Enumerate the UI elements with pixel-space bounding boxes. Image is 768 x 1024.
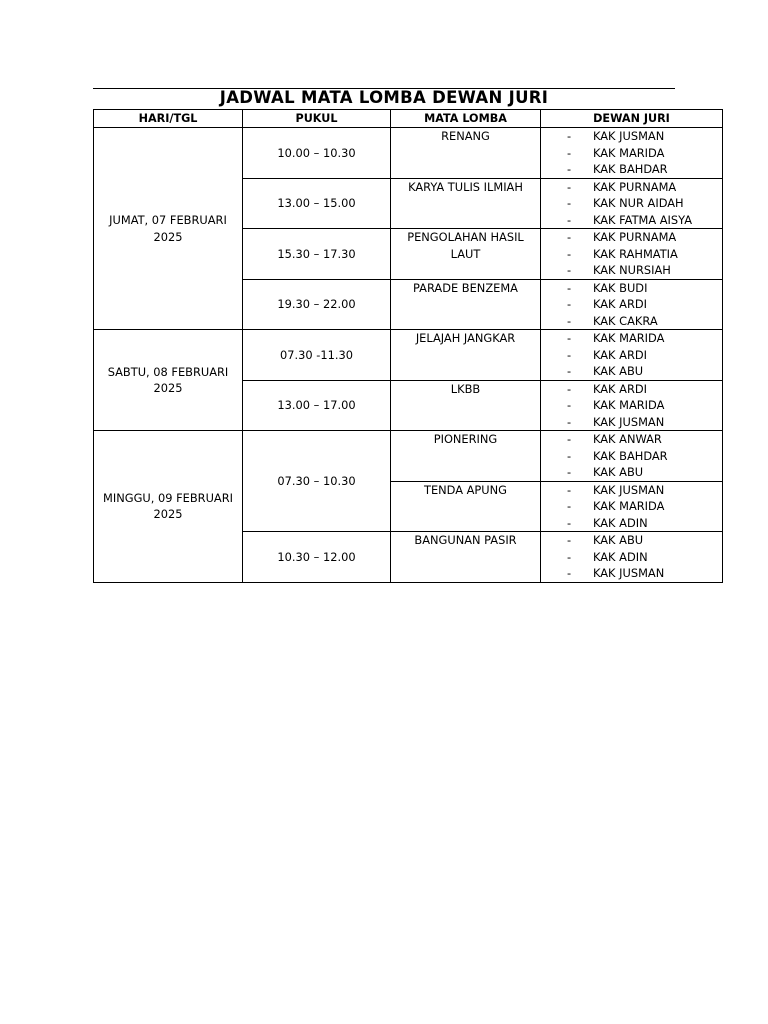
header-row — [94, 110, 723, 128]
event-cell: PARADE BENZEMA — [391, 279, 541, 330]
list-bullet: - — [567, 179, 572, 194]
judge-name: KAK JUSMAN — [593, 482, 665, 497]
header-judges: DEWAN JURI — [541, 110, 723, 128]
schedule-body — [94, 128, 723, 583]
judges-cell — [541, 178, 723, 229]
list-bullet: - — [567, 230, 572, 244]
list-bullet: - — [567, 347, 572, 362]
judge-name: KAK MARIDA — [593, 398, 665, 412]
day-cell: MINGGU, 09 FEBRUARI 2025 — [94, 431, 243, 583]
judge-name: KAK BAHDAR — [593, 448, 668, 463]
list-bullet: - — [567, 566, 572, 580]
list-bullet: - — [567, 331, 572, 345]
judge-name: KAK ANWAR — [593, 432, 662, 446]
judge-name: KAK PURNAMA — [593, 230, 677, 244]
judge-list-item — [541, 431, 722, 448]
page-title: JADWAL MATA LOMBA DEWAN JURI — [219, 88, 549, 107]
schedule-table — [93, 109, 723, 583]
judge-name: KAK NUR AIDAH — [593, 196, 684, 210]
list-bullet: - — [567, 280, 572, 295]
time-cell: 07.30 – 10.30 — [243, 431, 391, 532]
time-cell: 07.30 -11.30 — [243, 330, 391, 381]
judges-cell — [541, 128, 723, 179]
judge-list-item — [541, 179, 722, 196]
time-cell: 10.30 – 12.00 — [243, 532, 391, 583]
judges-cell — [541, 380, 723, 431]
list-bullet: - — [567, 263, 572, 277]
judge-name: KAK PURNAMA — [593, 179, 677, 194]
event-cell: TENDA APUNG — [391, 481, 541, 532]
list-bullet: - — [567, 549, 572, 564]
judge-list-item — [541, 330, 722, 347]
event-cell: PIONERING — [391, 431, 541, 482]
judge-name: KAK ADIN — [593, 549, 648, 564]
judge-name: KAK ABU — [593, 465, 644, 479]
day-cell: JUMAT, 07 FEBRUARI 2025 — [94, 128, 243, 330]
judge-list-item — [541, 448, 722, 465]
list-bullet: - — [567, 381, 572, 396]
list-bullet: - — [567, 482, 572, 497]
table-row — [94, 330, 723, 381]
list-bullet: - — [567, 313, 572, 328]
judge-list-item — [541, 482, 722, 499]
judge-list-item — [541, 515, 722, 532]
judge-list-item — [541, 280, 722, 297]
judge-list-item — [541, 464, 722, 481]
list-bullet: - — [567, 145, 572, 160]
judge-list-item — [541, 262, 722, 279]
event-cell: BANGUNAN PASIR — [391, 532, 541, 583]
judge-name: KAK JUSMAN — [593, 414, 665, 429]
day-cell: SABTU, 08 FEBRUARI 2025 — [94, 330, 243, 431]
event-cell: RENANG — [391, 128, 541, 179]
header-time: PUKUL — [243, 110, 391, 128]
judge-name: KAK JUSMAN — [593, 129, 665, 143]
judge-name: KAK ARDI — [593, 297, 647, 311]
judge-name: KAK ABU — [593, 364, 644, 378]
event-cell: KARYA TULIS ILMIAH — [391, 178, 541, 229]
judge-list-item — [541, 212, 722, 229]
judge-name: KAK ADIN — [593, 515, 648, 530]
judge-list-item — [541, 313, 722, 330]
judge-list-item — [541, 145, 722, 162]
list-bullet: - — [567, 448, 572, 463]
judge-name: KAK CAKRA — [593, 313, 658, 328]
judge-name: KAK MARIDA — [593, 145, 665, 160]
judge-list-item — [541, 549, 722, 566]
table-row — [94, 431, 723, 482]
list-bullet: - — [567, 162, 572, 176]
time-cell: 19.30 – 22.00 — [243, 279, 391, 330]
judge-name: KAK MARIDA — [593, 331, 665, 345]
judge-list-item — [541, 128, 722, 145]
judge-list-item — [541, 296, 722, 313]
list-bullet: - — [567, 212, 572, 227]
time-cell: 15.30 – 17.30 — [243, 229, 391, 280]
judge-name: KAK JUSMAN — [593, 566, 665, 580]
header-day: HARI/TGL — [94, 110, 243, 128]
judge-list-item — [541, 347, 722, 364]
time-cell: 13.00 – 17.00 — [243, 380, 391, 431]
judge-name: KAK NURSIAH — [593, 263, 671, 277]
list-bullet: - — [567, 432, 572, 446]
judges-cell — [541, 431, 723, 482]
list-bullet: - — [567, 196, 572, 210]
event-cell: PENGOLAHAN HASIL LAUT — [391, 229, 541, 280]
list-bullet: - — [567, 499, 572, 513]
judge-list-item — [541, 381, 722, 398]
judge-list-item — [541, 195, 722, 212]
judge-list-item — [541, 414, 722, 431]
judge-list-item — [541, 397, 722, 414]
judge-name: KAK RAHMATIA — [593, 246, 678, 261]
list-bullet: - — [567, 414, 572, 429]
judges-cell — [541, 532, 723, 583]
header-event: MATA LOMBA — [391, 110, 541, 128]
time-cell: 13.00 – 15.00 — [243, 178, 391, 229]
table-row — [94, 128, 723, 179]
judges-cell — [541, 330, 723, 381]
judge-name: KAK BAHDAR — [593, 162, 668, 176]
list-bullet: - — [567, 465, 572, 479]
judge-name: KAK ARDI — [593, 381, 647, 396]
event-cell: JELAJAH JANGKAR — [391, 330, 541, 381]
judge-list-item — [541, 498, 722, 515]
judge-name: KAK ARDI — [593, 347, 647, 362]
judge-list-item — [541, 229, 722, 246]
list-bullet: - — [567, 398, 572, 412]
judge-name: KAK MARIDA — [593, 499, 665, 513]
list-bullet: - — [567, 364, 572, 378]
list-bullet: - — [567, 297, 572, 311]
event-cell: LKBB — [391, 380, 541, 431]
judge-list-item — [541, 161, 722, 178]
list-bullet: - — [567, 129, 572, 143]
judges-cell — [541, 229, 723, 280]
time-cell: 10.00 – 10.30 — [243, 128, 391, 179]
judges-cell — [541, 481, 723, 532]
list-bullet: - — [567, 533, 572, 547]
judges-cell — [541, 279, 723, 330]
judge-name: KAK ABU — [593, 533, 644, 547]
judge-list-item — [541, 565, 722, 582]
list-bullet: - — [567, 515, 572, 530]
judge-list-item — [541, 246, 722, 263]
judge-list-item — [541, 532, 722, 549]
list-bullet: - — [567, 246, 572, 261]
judge-list-item — [541, 363, 722, 380]
judge-name: KAK BUDI — [593, 280, 648, 295]
judge-name: KAK FATMA AISYA — [593, 212, 693, 227]
